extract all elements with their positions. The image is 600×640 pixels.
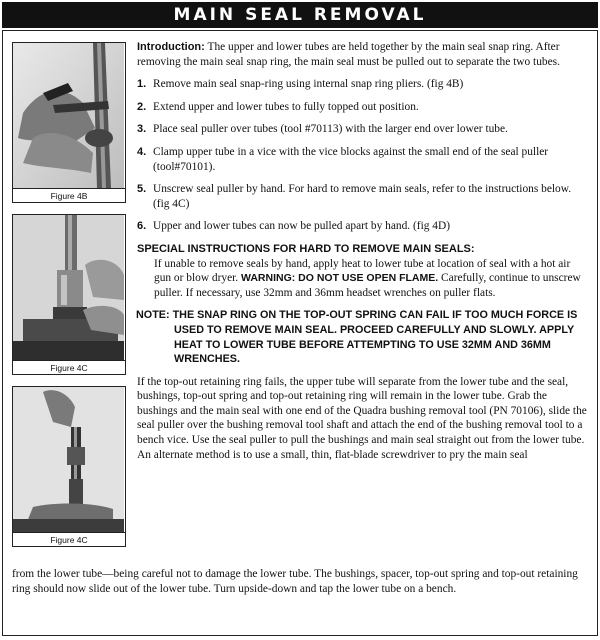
step-text: Clamp upper tube in a vice with the vice blocks against the small end of the seal puller (tool#70101). xyxy=(153,145,549,173)
retaining-ring-paragraph: If the top-out retaining ring fails, the upper tube will separate from the lower tube and the seal, bushings, top-out spring and top-out retaining ring will remain in the lower tube. Grab the bushings and the main seal with one end of the Quadra bushing removal tool (PN 70106), slide the seal puller over the bushing removal tool shaft and attach the end of the bushing removal tool to a bench vice. Use the seal puller to pull the bushings and main seal straight out from the lower tube. An alternate method is to use a small, thin, flat-blade screwdriver to pry the main seal xyxy=(137,375,587,461)
step-item xyxy=(137,122,587,137)
special-text-2: Carefully, continue to unscrew puller. If necessary, use 32mm and 36mm headset wrenches on puller flats. xyxy=(154,272,581,299)
step-text: Place seal puller over tubes (tool #70113) with the larger end over lower tube. xyxy=(153,123,508,136)
step-item xyxy=(137,219,587,234)
figure-4b-photo xyxy=(13,43,124,188)
introduction-label: Introduction: xyxy=(137,41,205,53)
step-item xyxy=(137,100,587,115)
step-number: 6. xyxy=(137,220,147,233)
warning-text: WARNING: DO NOT USE OPEN FLAME. xyxy=(241,272,439,285)
step-text: Extend upper and lower tubes to fully topped out position. xyxy=(153,100,419,113)
figure-4c-photo-second xyxy=(13,387,124,532)
figure-4b-caption: Figure 4B xyxy=(13,188,125,202)
steps-list xyxy=(137,77,587,234)
page-title: MAIN SEAL REMOVAL xyxy=(2,2,598,28)
special-instructions-heading: SPECIAL INSTRUCTIONS FOR HARD TO REMOVE MAIN SEALS: xyxy=(137,242,475,255)
step-text: Unscrew seal puller by hand. For hard to remove main seals, refer to the instructions below. (fig 4C) xyxy=(153,183,572,210)
step-number: 3. xyxy=(137,123,147,136)
step-item xyxy=(137,182,587,211)
step-item xyxy=(137,145,587,174)
figure-4c-second xyxy=(12,386,126,547)
step-number: 4. xyxy=(137,145,147,158)
introduction-text: The upper and lower tubes are held together by the main seal snap ring. After removing the main seal snap ring, the main seal must be pulled out to separate the two tubes. xyxy=(137,41,560,68)
retaining-ring-paragraph-tail: from the lower tube—being careful not to damage the lower tube. The bushings, spacer, top-out spring and top-out retaining ring should now slide out of the lower tube. Turn upside-down and tap the lower tube on a bench. xyxy=(12,568,578,595)
step-item xyxy=(137,77,587,92)
figure-4c-caption-first: Figure 4C xyxy=(13,360,125,374)
special-text-1: If unable to remove seals by hand, apply heat to lower tube at location of seal with a hot air gun or blow dryer. xyxy=(154,257,571,285)
figure-4c-caption-second: Figure 4C xyxy=(13,532,125,546)
step-number: 5. xyxy=(137,183,147,196)
step-text: Remove main seal snap-ring using internal snap ring pliers. (fig 4B) xyxy=(153,78,464,91)
figure-4c-photo xyxy=(13,215,124,360)
step-number: 2. xyxy=(137,100,147,113)
instructions-column xyxy=(137,40,587,462)
step-number: 1. xyxy=(137,78,147,91)
special-instructions-body xyxy=(137,257,587,301)
figure-4c-first xyxy=(12,214,126,375)
figure-4b xyxy=(12,42,126,203)
step-text: Upper and lower tubes can now be pulled apart by hand. (fig 4D) xyxy=(153,220,451,233)
caution-note: NOTE: THE SNAP RING ON THE TOP-OUT SPRING CAN FAIL IF TOO MUCH FORCE IS USED TO REMOVE MAIN SEAL. PROCEED CAREFULLY AND SLOWLY. APPLY HEAT TO LOWER TUBE BEFORE ATTEMPTING TO USE 32MM AND 36MM WRENCHES. xyxy=(136,309,578,366)
introduction xyxy=(137,40,587,69)
